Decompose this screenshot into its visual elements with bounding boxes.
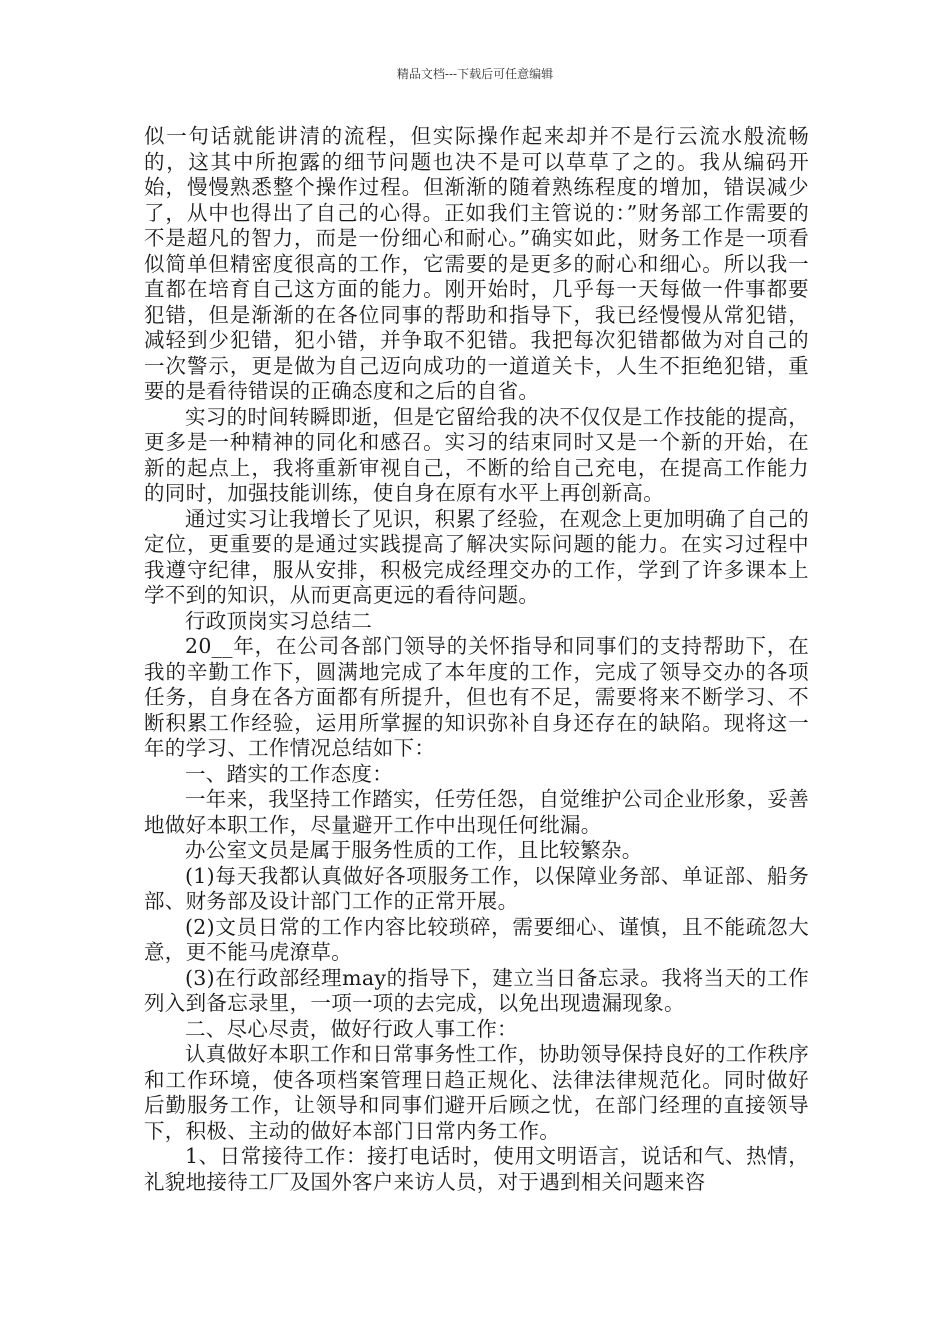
list-item: (2)文员日常的工作内容比较琐碎，需要细心、谨慎，且不能疏忽大意，更不能马虎潦草。 [144,914,809,964]
paragraph: 通过实习让我增长了见识，积累了经验，在观念上更加明确了自己的定位，更重要的是通过实践提高了解决实际问题的能力。在实习过程中我遵守纪律，服从安排，积极完成经理交办的工作，学到了许多课本上学不到的知识，从而更高更远的看待问题。 [144,506,809,607]
section-heading: 二、尽心尽责，做好行政人事工作： [185,1016,518,1041]
paragraph: 似一句话就能讲清的流程，但实际操作起来却并不是行云流水般流畅的，这其中所抱露的细节问题也决不是可以草草了之的。我从编码开始，慢慢熟悉整个操作过程。但渐渐的随着熟练程度的增加，错误减少了，从中也得出了自己的心得。正如我们主管说的：”财务部工作需要的不是超凡的智力，而是一份细心和耐心。”确实如此，财务工作是一项看似简单但精密度很高的工作，它需要的是更多的耐心和细心。所以我一直都在培育自己这方面的能力。刚开始时，几乎每一天每做一件事都要犯错，但是渐渐的在各位同事的帮助和指导下，我已经慢慢从常犯错，减轻到少犯错，犯小错，并争取不犯错。我把每次犯错都做为对自己的一次警示，更是做为自己迈向成功的一道道关卡，人生不拒绝犯错，重要的是看待错误的正确态度和之后的自省。 [144,124,809,403]
paragraph: 认真做好本职工作和日常事务性工作，协助领导保持良好的工作秩序和工作环境，使各项档案管理日趋正规化、法律法律规范化。同时做好后勤服务工作，让领导和同事们避开后顾之忧，在部门经理的直接领导下，积极、主动的做好本部门日常内务工作。 [144,1042,809,1143]
list-item: (3)在行政部经理may的指导下，建立当日备忘录。我将当天的工作列入到备忘录里，一项一项的去完成，以免出现遗漏现象。 [144,965,809,1015]
list-item: (1)每天我都认真做好各项服务工作，以保障业务部、单证部、船务部、财务部及设计部门工作的正常开展。 [144,863,809,913]
paragraph: 一年来，我坚持工作踏实，任劳任怨，自觉维护公司企业形象，妥善地做好本职工作，尽量避开工作中出现任何纰漏。 [144,787,809,837]
paragraph: 1、日常接待工作：接打电话时，使用文明语言，说话和气、热情，礼貌地接待工厂及国外客户来访人员，对于遇到相关问题来咨 [144,1144,809,1194]
paragraph: 20__年，在公司各部门领导的关怀指导和同事们的支持帮助下，在我的辛勤工作下，圆满地完成了本年度的工作，完成了领导交办的各项任务，自身在各方面都有所提升，但也有不足，需要将来不断学习、不断积累工作经验，运用所掌握的知识弥补自身还存在的缺陷。现将这一年的学习、工作情况总结如下： [144,634,809,760]
document-body [144,124,809,1195]
section-heading: 行政顶岗实习总结二 [185,608,373,633]
page-header: 精品文档---下载后可任意编辑 [396,67,554,81]
paragraph: 办公室文员是属于服务性质的工作，且比较繁杂。 [185,838,643,862]
section-heading: 一、踏实的工作态度： [185,761,393,786]
paragraph: 实习的时间转瞬即逝，但是它留给我的决不仅仅是工作技能的提高，更多是一种精神的同化和感召。实习的结束同时又是一个新的开始，在新的起点上，我将重新审视自己，不断的给自己充电，在提高工作能力的同时，加强技能训练，使自身在原有水平上再创新高。 [144,404,809,505]
